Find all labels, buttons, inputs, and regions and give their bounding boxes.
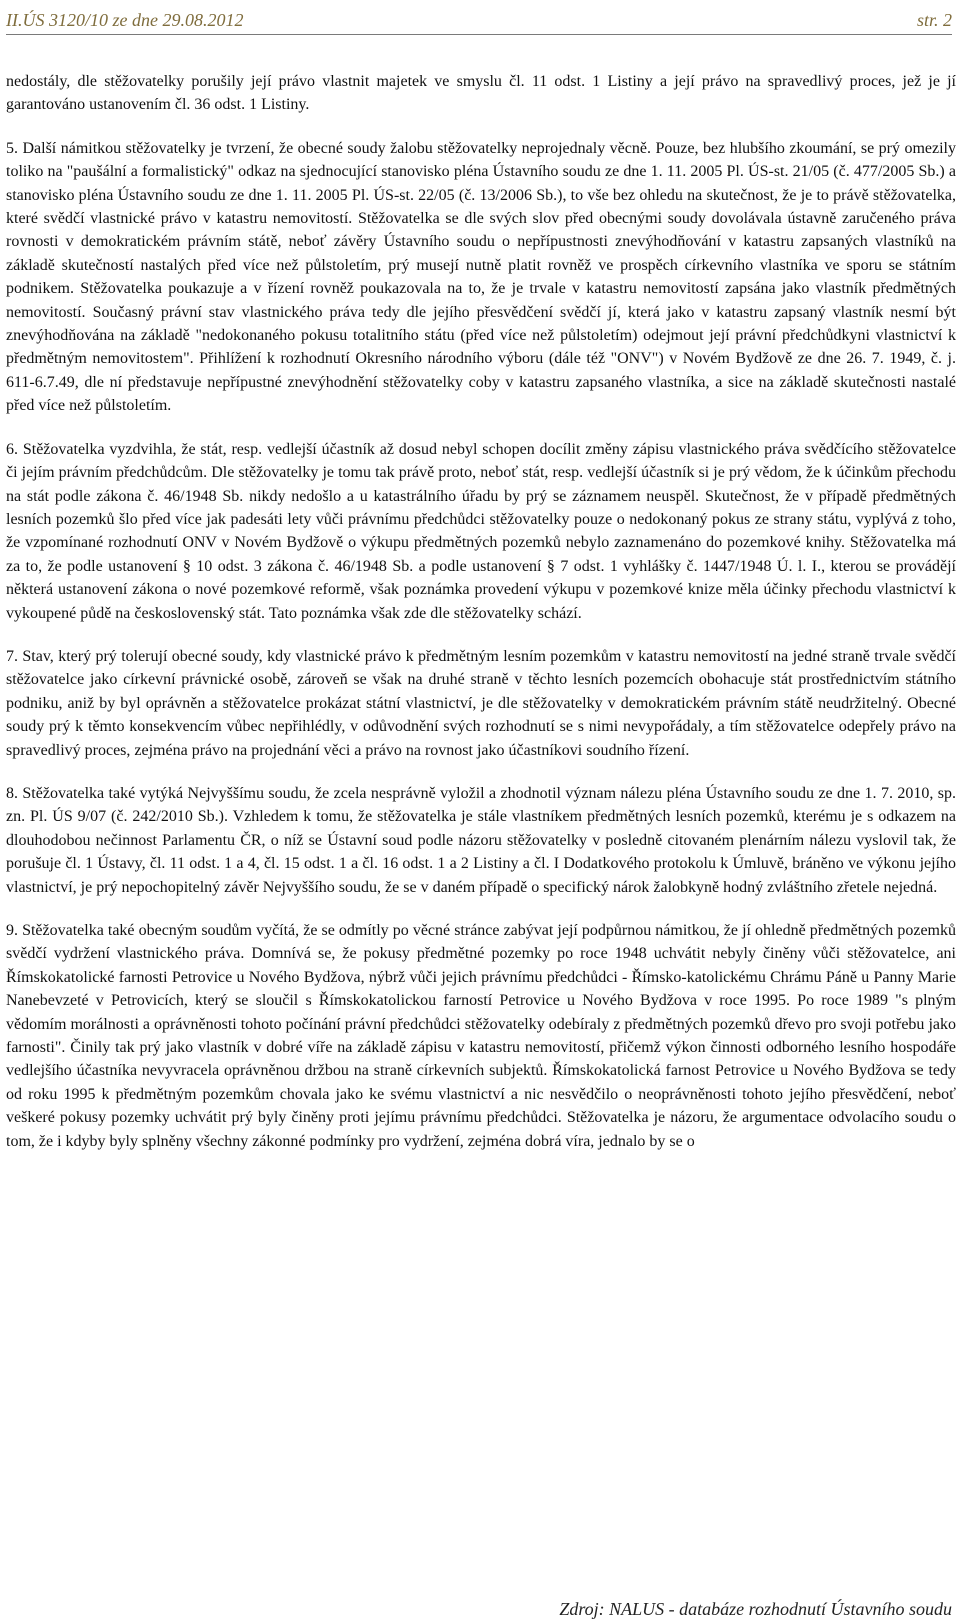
document-body	[6, 70, 956, 1153]
page-number: str. 2	[916, 10, 952, 30]
paragraph-continued: nedostály, dle stěžovatelky porušily její právo vlastnit majetek ve smyslu čl. 11 odst. 1 Listiny a její právo na spravedlivý proces, jež je jí garantováno ustanovením čl. 36 odst. 1 Listiny.	[6, 73, 956, 114]
case-reference: II.ÚS 3120/10 ze dne 29.08.2012	[6, 10, 244, 30]
paragraph-5: 5. Další námitkou stěžovatelky je tvrzení, že obecné soudy žalobu stěžovatelky neprojednaly věcně. Pouze, bez hlubšího zkoumání, se prý omezily toliko na "paušální a formalistický" odkaz na sjednocující stanovisko pléna Ústavního soudu ze dne 1. 11. 2005 Pl. ÚS-st. 21/05 (č. 477/2005 Sb.) a stanovisko pléna Ústavního soudu ze dne 1. 11. 2005 Pl. ÚS-st. 22/05 (č. 13/2006 Sb.), to vše bez ohledu na skutečnost, že je to právě stěžovatelka, které svědčí vlastnické právo v katastru nemovitostí. Stěžovatelka se dle svých slov před obecnými soudy dovolávala ústavně zaručeného práva rovnosti v demokratickém právním státě, neboť závěry Ústavního soudu o nepřípustnosti znevýhodňování v katastru zapsaných vlastníků na základě skutečností nastalých před více než půlstoletím, prý musejí nutně platit rovněž ve prospěch církevního vlastníka ve sporu se státním podnikem. Stěžovatelka poukazuje a v řízení rovněž poukazovala na to, že je trvale v katastru nemovitostí zapsána jako vlastník předmětných nemovitostí. Současný právní stav vlastnického práva tedy dle jejího přesvědčení svědčí jí, která jako v katastru zapsaný vlastník nesmí být znevýhodňována na základě "nedokonaného pokusu totalitního státu (před více než půlstoletím) odejmout její právní předchůdkyni vlastnictví k předmětným nemovitostem". Přihlížení k rozhodnutí Okresního národního výboru (dále též "ONV") v Novém Bydžově ze dne 26. 7. 1949, č. j. 611-6.7.49, dle ní představuje nepřípustné znevýhodnění stěžovatelky coby v katastru zapsaného vlastníka, a sice na základě skutečnosti nastalé před více než půlstoletím.	[6, 139, 956, 415]
source-footer: Zdroj: NALUS - databáze rozhodnutí Ústavního soudu	[559, 1599, 952, 1619]
paragraph-7: 7. Stav, který prý tolerují obecné soudy, kdy vlastnické právo k předmětným lesním pozemkům v katastru nemovitostí na jedné straně trvale svědčí stěžovatelce jako církevní právnické osobě, zároveň se však na druhé straně v těchto lesních pozemcích obohacuje stát prostřednictvím státního podniku, aniž by byl oprávněn a stěžovatelce prokázat státní vlastnictví, je dle stěžovatelky v demokratickém právním státě neudržitelný. Obecné soudy prý k těmto konsekvencím vůbec nepřihlédly, v odůvodnění svých rozhodnutí se s nimi nevypořádaly, a tím stěžovatelce odepřely právo na spravedlivý proces, zejména právo na projednání věci a právo na rovnost jako účastníkovi soudního řízení.	[6, 647, 956, 759]
paragraph-8: 8. Stěžovatelka také vytýká Nejvyššímu soudu, že zcela nesprávně vyložil a zhodnotil význam nálezu pléna Ústavního soudu ze dne 1. 7. 2010, sp. zn. Pl. ÚS 9/07 (č. 242/2010 Sb.). Vzhledem k tomu, že stěžovatelka je stále vlastníkem předmětných lesních pozemků, kterému je s odkazem na dlouhodobou nečinnost Parlamentu ČR, o níž se Ústavní soud podle názoru stěžovatelky v posledně citovaném plenárním nálezu vyslovil tak, že porušuje čl. 1 Ústavy, čl. 11 odst. 1 a 4, čl. 15 odst. 1 a čl. 16 odst. 1 a 2 Listiny a čl. I Dodatkového protokolu k Úmluvě, bráněno ve výkonu jejího vlastnictví, je prý nepochopitelný závěr Nejvyššího soudu, že se v daném případě o specifický nárok žalobkyně hodný zvláštního zřetele nejedná.	[6, 784, 956, 896]
page-header	[6, 6, 952, 35]
paragraph-6: 6. Stěžovatelka vyzdvihla, že stát, resp. vedlejší účastník až dosud nebyl schopen docílit změny zápisu vlastnického práva svědčícího stěžovatelce či jejím právním předchůdcům. Dle stěžovatelky je tomu tak právě proto, neboť stát, resp. vedlejší účastník si je prý vědom, že k účinkům přechodu na stát podle zákona č. 46/1948 Sb. nikdy nedošlo a u katastrálního úřadu by prý se záznamem neuspěl. Skutečnost, že v případě předmětných lesních pozemků šlo před více jak padesáti lety vůči právnímu předchůdci stěžovatelky pouze o nedokonaný pokus ze strany státu, vyplývá z toho, že vzpomínané rozhodnutí ONV v Novém Bydžově o výkupu předmětných pozemků nebylo zaznamenáno do pozemkové knihy. Stěžovatelka má za to, že podle ustanovení § 10 odst. 3 zákona č. 46/1948 Sb. a podle ustanovení § 7 odst. 1 vyhlášky č. 1447/1948 Ú. l. I., kterou se provádějí některá ustanovení zákona o nové pozemkové reformě, však poznámka provedení výkupu v pozemkové knize měla účinky přechodu vlastnictví k vykoupené půdě na československý stát. Tato poznámka však zde dle stěžovatelky schází.	[6, 440, 956, 622]
paragraph-9: 9. Stěžovatelka také obecným soudům vyčítá, že se odmítly po věcné stránce zabývat její podpůrnou námitkou, že jí ohledně předmětných pozemků svědčí vydržení vlastnického práva. Domnívá se, že pokusy předmětné pozemky po roce 1948 uchvátit nebyly činěny vůči stěžovatelce, ani Římskokatolické farnosti Petrovice u Nového Bydžova, nýbrž vůči jejich právnímu předchůdci - Římsko-katolickému Chrámu Páně u Panny Marie Nanebevzeté v Petrovicích, který se sloučil s Římskokatolickou farností Petrovice u Nového Bydžova v roce 1995. Po roce 1989 "s plným vědomím morálnosti a oprávněnosti tohoto počínání právní předchůdci stěžovatelky odebíraly z předmětných pozemků dřevo pro svoji potřebu jako farnosti". Činily tak prý jako vlastník v dobré víře na základě zápisu v katastru nemovitostí, přičemž výkon činnosti odborného lesního hospodáře vedlejšího účastníka nevyvracela oprávněnou držbou na straně církevních subjektů. Římskokatolická farnost Petrovice u Nového Bydžova se tedy od roku 1995 k předmětným pozemkům chovala jako ke svému vlastnictví a nic nesvědčilo o neoprávněnosti tohoto jejího přesvědčení, neboť veškeré pokusy pozemky uchvátit prý byly činěny proti jejímu právnímu předchůdci. Stěžovatelka je názoru, že argumentace odvolacího soudu o tom, že i kdyby byly splněny všechny zákonné podmínky pro vydržení, zejména dobrá víra, jednalo by se o	[6, 922, 956, 1150]
